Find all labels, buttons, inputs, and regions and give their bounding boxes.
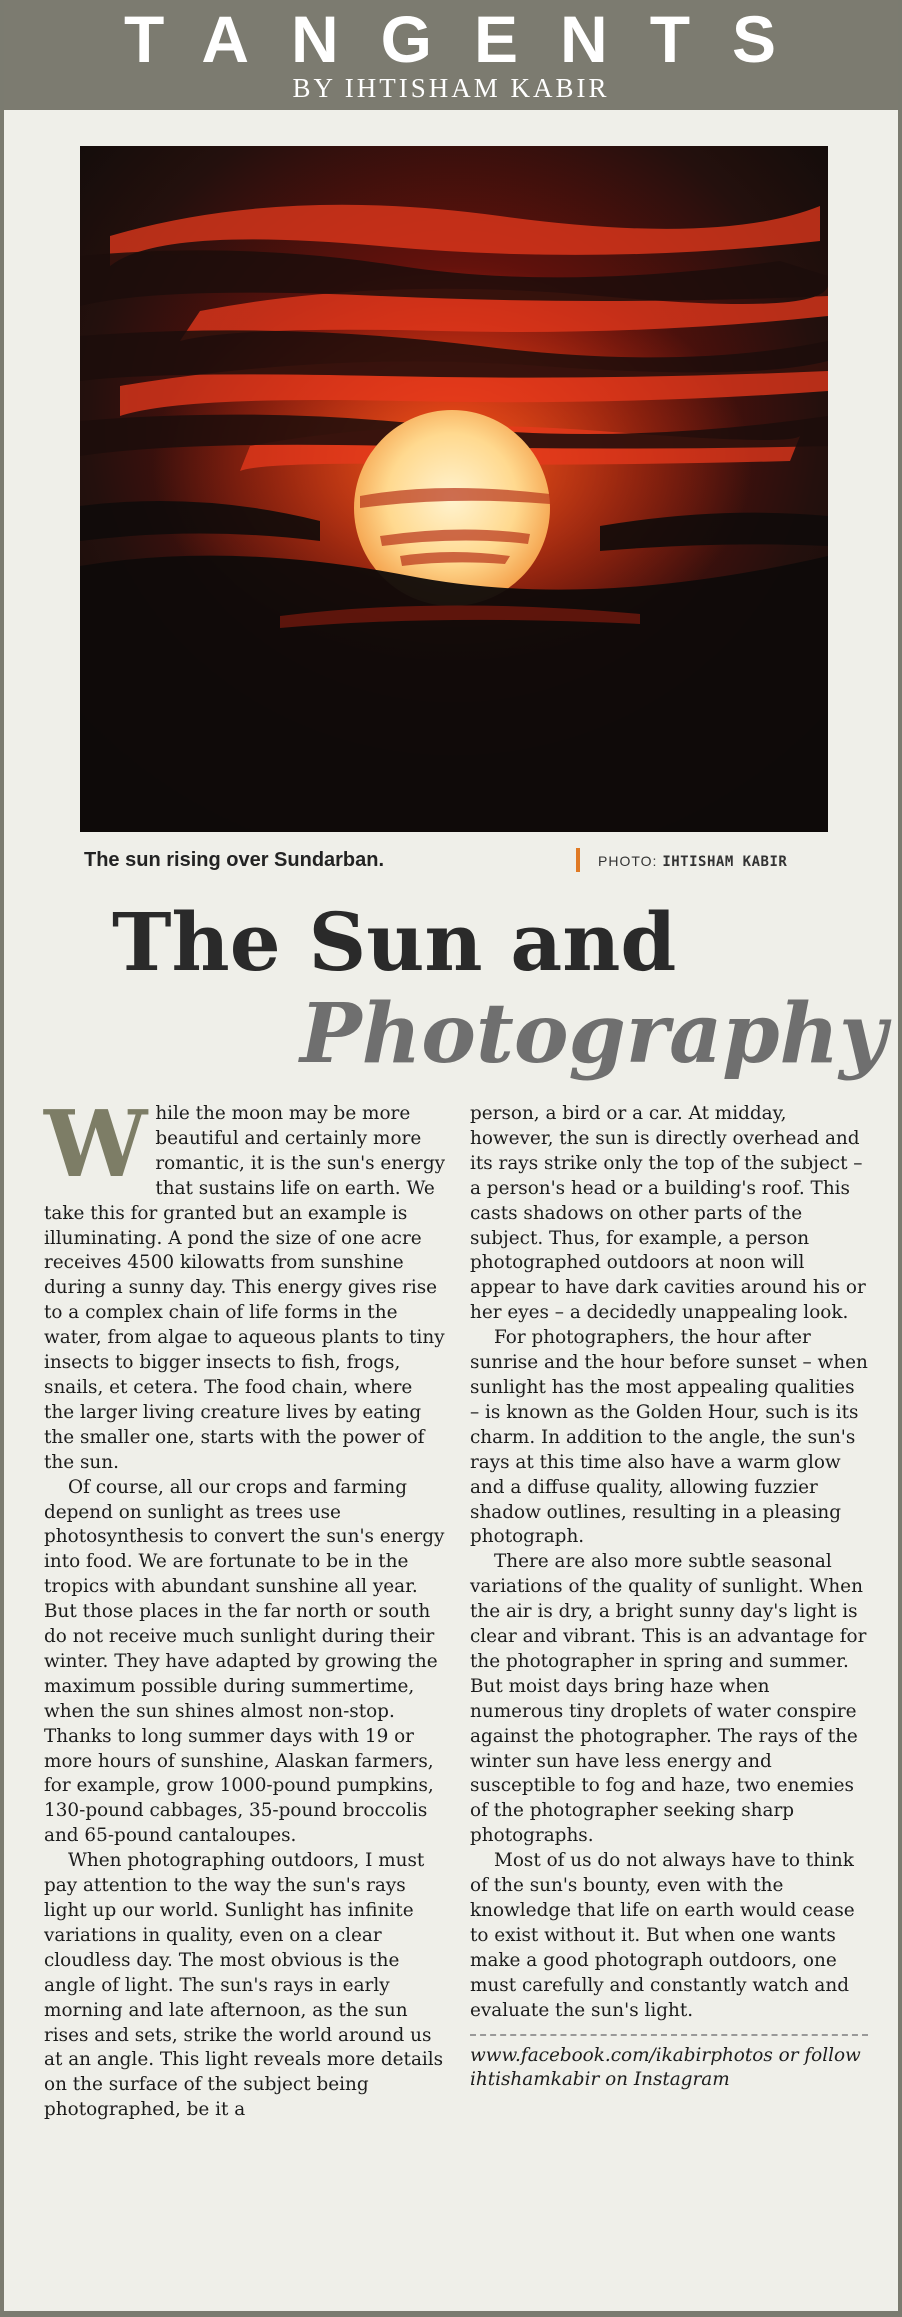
sunrise-photo (80, 146, 828, 832)
paragraph-3: When photographing outdoors, I must pay attention to the way the sun's rays light up our world. Sunlight has infinite variations in quality, even on a clear cloudless day. The most obvious is the angle of light. The sun's rays in early morning and late afternoon, as the sun rises and sets, strike the world around us at an angle. This light reveals more details on the surface of the subject being photographed, be it a (44, 1850, 444, 2121)
photo-credit (598, 850, 787, 873)
social-footer: www.facebook.com/ikabirphotos or follow ihtishamkabir on Instagram (470, 2044, 861, 2091)
byline: BY IHTISHAM KABIR (292, 73, 610, 103)
drop-cap: W (44, 1090, 148, 1198)
paragraph-5: There are also more subtle seasonal variations of the quality of sunlight. When the air is dry, a bright sunny day's light is clear and vibrant. This is an advantage for the photographer in spring and summer. But moist days bring haze when numerous tiny droplets of water conspire against the photographer. The rays of the winter sun have less energy and susceptible to fog and haze, two enemies of the photographer seeking sharp photographs. (470, 1551, 867, 1847)
headline-line-2: Photography (300, 986, 887, 1082)
photo-credit-name: IHTISHAM KABIR (662, 854, 788, 870)
paragraph-2: Of course, all our crops and farming depend on sunlight as trees use photosynthesis to convert the sun's energy into food. We are fortunate to be in the tropics with abundant sunshine all year. But those places in the far north or south do not receive much sunlight during their winter. They have adapted by growing the maximum possible during summertime, when the sun shines almost non-stop. Thanks to long summer days with 19 or more hours of sunshine, Alaskan farmers, for example, grow 1000-pound pumpkins, 130-pound cabbages, 35-pound broccolis and 65-pound cantaloupes. (44, 1476, 445, 1847)
paragraph-4: For photographers, the hour after sunrise and the hour before sunset – when sunlight has the most appealing qualities – is known as the Golden Hour, such is its charm. In addition to the angle, the sun's rays at this time also have a warm glow and a diffuse quality, allowing fuzzier shadow outlines, resulting in a pleasing photograph. (470, 1327, 868, 1548)
paragraph-1: hile the moon may be more beautiful and certainly more romantic, it is the sun's energy that sustains life on earth. We take this for granted but an example is illuminating. A pond the size of one acre receives 4500 kilowatts from sunshine during a sunny day. This energy gives rise to a complex chain of life forms in the water, from algae to aqueous plants to tiny insects to bigger insects to fish, frogs, snails, et cetera. The food chain, where the larger living creature lives by eating the smaller one, starts with the power of the sun. (44, 1103, 445, 1473)
footer-divider (470, 2034, 868, 2036)
headline-line-1: The Sun and (112, 895, 677, 989)
photo-credit-label: PHOTO: (598, 853, 658, 869)
masthead (4, 0, 898, 110)
photo-caption-row (84, 846, 828, 876)
sunrise-photo-icon (80, 146, 828, 832)
paragraph-3-continued: person, a bird or a car. At midday, however, the sun is directly overhead and its rays strike only the top of the subject – a person's head or a building's roof. This casts shadows on other parts of the subject. Thus, for example, a person photographed outdoors at noon will appear to have dark cavities around his or her eyes – a decidedly unappealing look. (470, 1103, 866, 1324)
article-column-right (470, 1102, 868, 2093)
article-paragraph (44, 1090, 446, 1476)
photo-caption: The sun rising over Sundarban. (84, 849, 385, 871)
column-title: TANGENTS (123, 2, 819, 76)
article-column-left (44, 1090, 446, 2123)
paragraph-6: Most of us do not always have to think of the sun's bounty, even with the knowledge that life on earth would cease to exist without it. But when one wants make a good photograph outdoors, one must carefully and constantly watch and evaluate the sun's light. (470, 1850, 855, 2021)
credit-divider (576, 848, 580, 872)
